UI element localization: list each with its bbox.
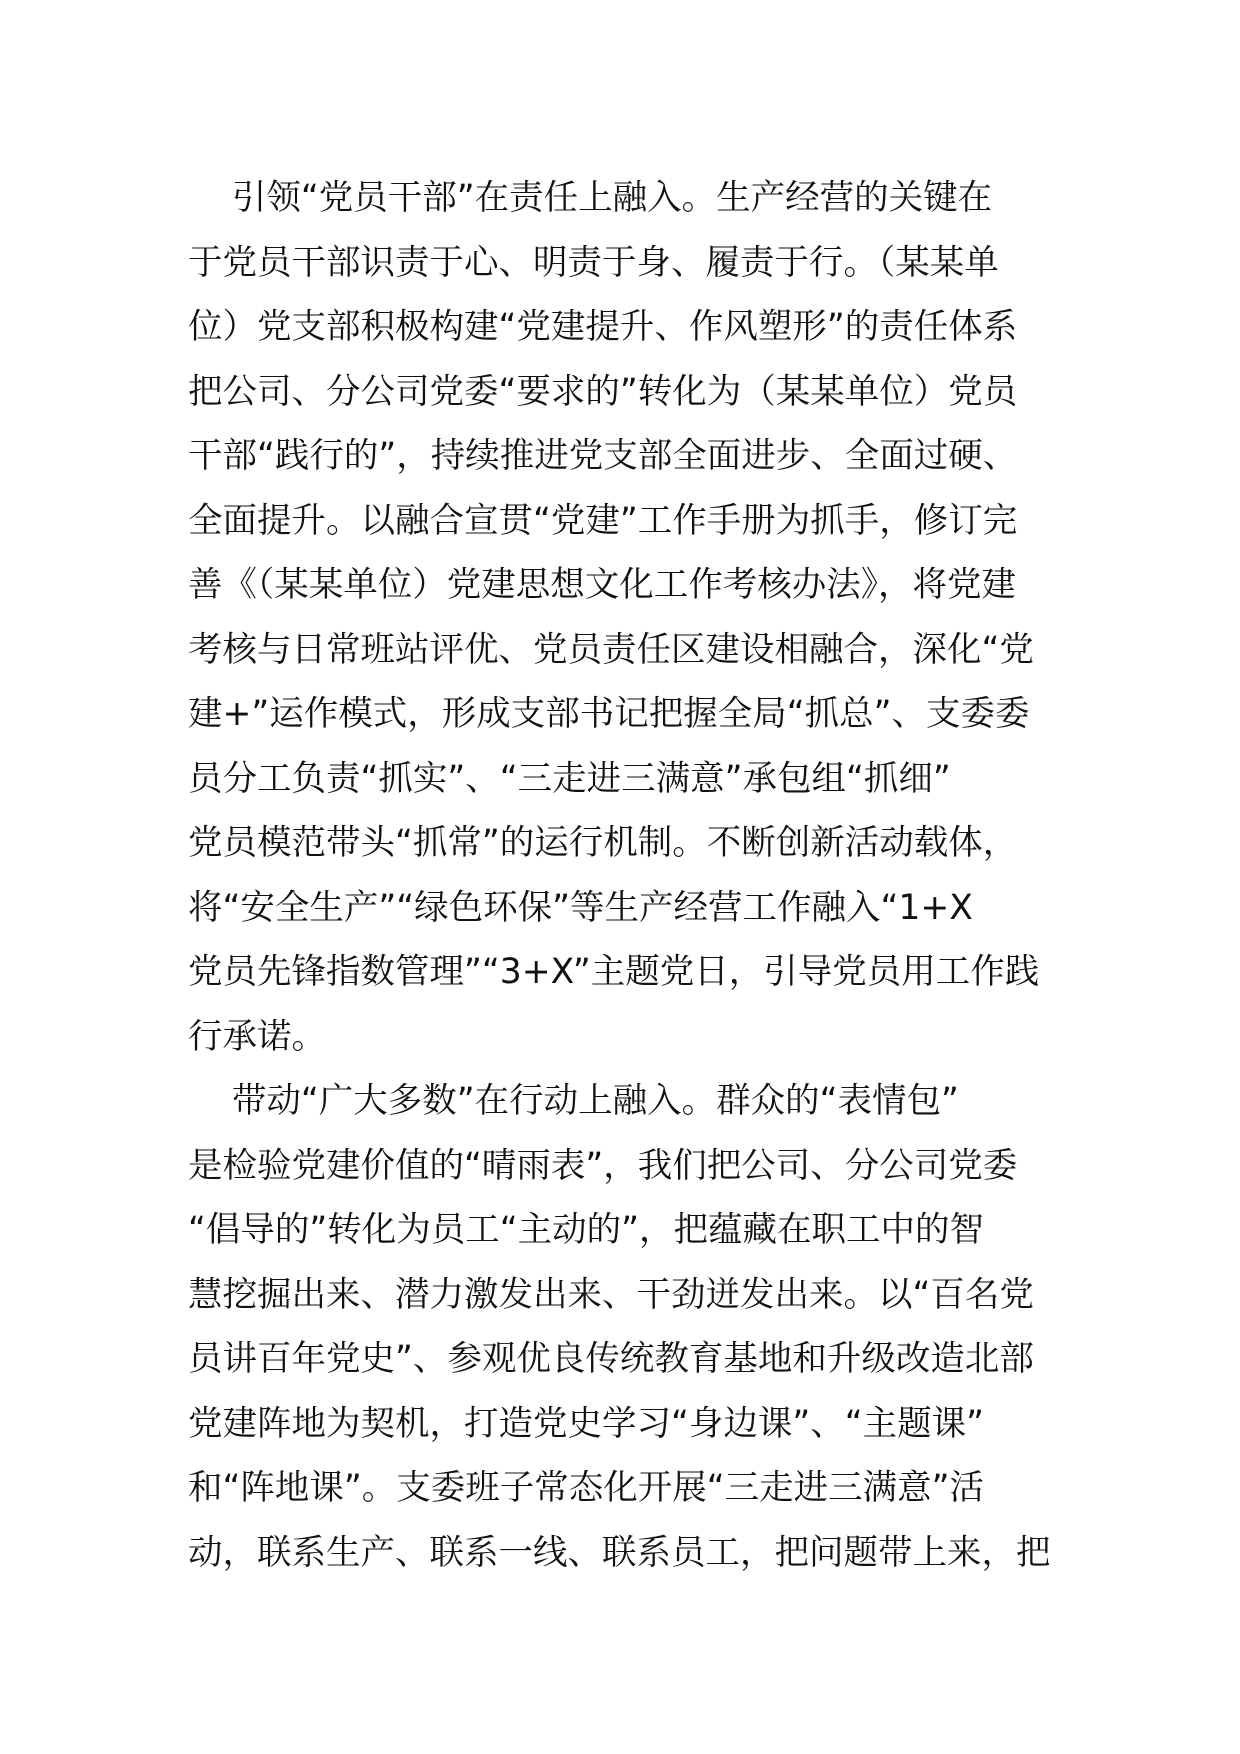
- text-line: 员分工负责“抓实”、“三走进三满意”承包组“抓细”: [188, 758, 951, 799]
- text-line: 带动“广大多数”在行动上融入。群众的“表情包”: [188, 1081, 959, 1121]
- paragraph-1: [188, 166, 1063, 1069]
- text-line: 于党员干部识责于心、明责于身、履责于行。（某某单: [188, 242, 999, 283]
- paragraph-2: [188, 1069, 1063, 1585]
- text-line: 考核与日常班站评优、党员责任区建设相融合，深化“党: [188, 629, 1034, 670]
- text-line: 行承诺。: [188, 1016, 326, 1057]
- text-line: 将“安全生产”“绿色环保”等生产经营工作融入“1+X: [188, 887, 973, 928]
- text-line: 党员模范带头“抓常”的运行机制。不断创新活动载体，: [188, 823, 1018, 863]
- text-line: 动，联系生产、联系一线、联系员工，把问题带上来，把: [188, 1532, 1051, 1573]
- text-line: 建+”运作模式，形成支部书记把握全局“抓总”、支委委: [188, 694, 1030, 734]
- text-line: 是检验党建价值的“晴雨表”，我们把公司、分公司党委: [188, 1145, 1018, 1186]
- text-line: 员讲百年党史”、参观优良传统教育基地和升级改造北部: [188, 1339, 1034, 1379]
- document-body: [188, 166, 1063, 1585]
- text-line: 位）党支部积极构建“党建提升、作风塑形”的责任体系: [188, 307, 1018, 347]
- text-line: 善《（某某单位）党建思想文化工作考核办法》，将党建: [188, 565, 1016, 605]
- text-line: 全面提升。以融合宣贯“党建”工作手册为抓手，修订完: [188, 500, 1018, 541]
- text-line: 引领“党员干部”在责任上融入。生产经营的关键在: [188, 178, 993, 218]
- text-line: 慧挖掘出来、潜力激发出来、干劲迸发出来。以“百名党: [188, 1274, 1034, 1315]
- text-line: “倡导的”转化为员工“主动的”，把蕴藏在职工中的智: [188, 1210, 984, 1250]
- text-line: 党建阵地为契机，打造党史学习“身边课”、“主题课”: [188, 1403, 984, 1444]
- text-line: 把公司、分公司党委“要求的”转化为（某某单位）党员: [188, 371, 1018, 412]
- text-line: 党员先锋指数管理”“3+X”主题党日，引导党员用工作践: [188, 952, 1040, 992]
- text-line: 干部“践行的”，持续推进党支部全面进步、全面过硬、: [188, 436, 1018, 476]
- text-line: 和“阵地课”。支委班子常态化开展“三走进三满意”活: [188, 1468, 984, 1508]
